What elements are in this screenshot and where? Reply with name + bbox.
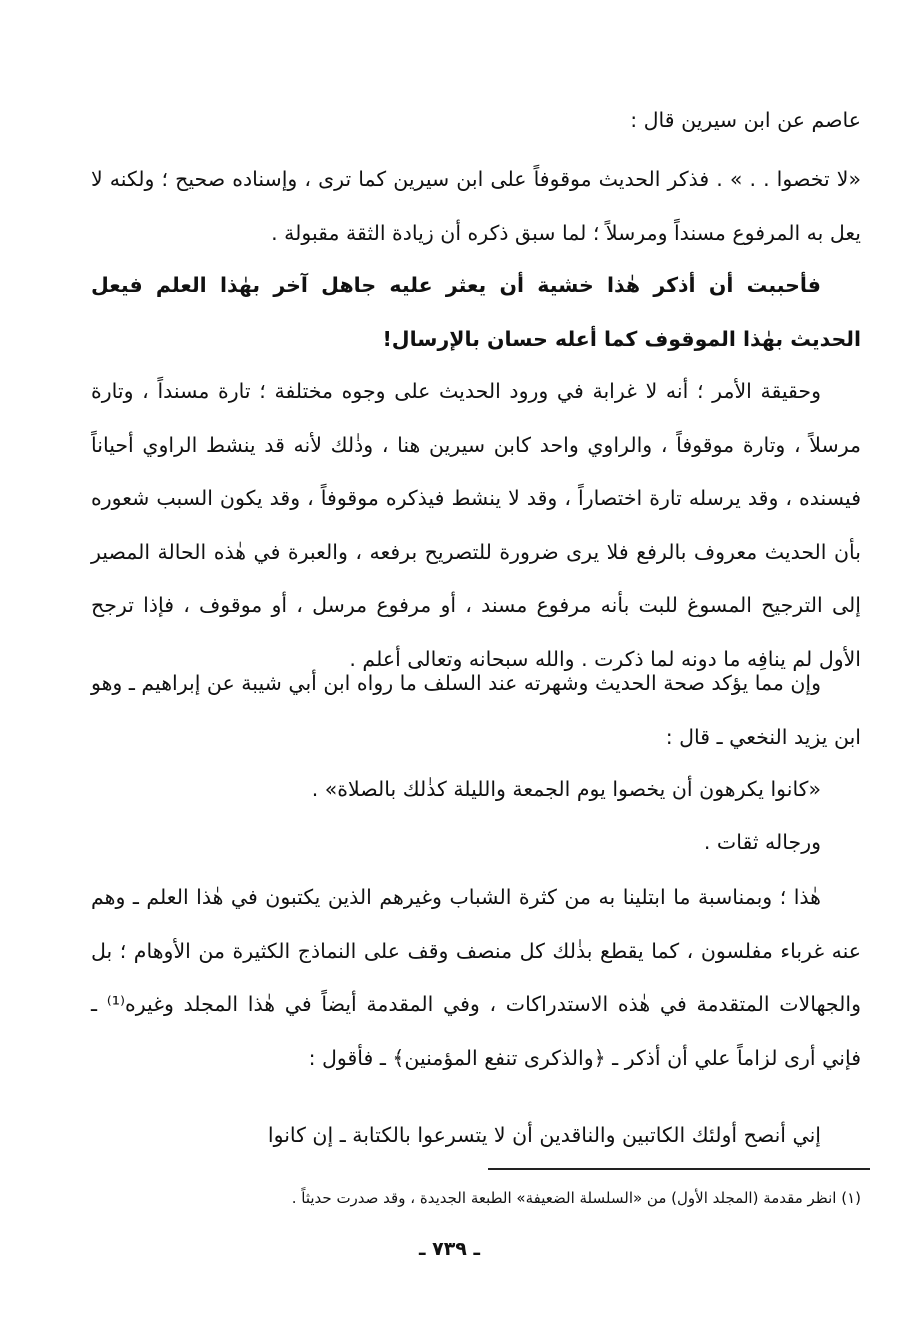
paragraph-advice-intro: هٰذا ؛ وبمناسبة ما ابتلينا به من كثرة الشباب وغيرهم الذين يكتبون في هٰذا العلم ـ وهم عنه غرباء مفلسون ، كما يقطع بذٰلك كل منصف وقف على النماذج الكثيرة من الأوهام ؛ بل والجهالات المتقدمة في هٰذه الاستدراكات ، وفي المقدمة أيضاً في هٰذا المجلد وغيره⁽¹⁾ ـ فإني أرى لزاماً علي أن أذكر ـ ﴿والذكرى تنفع المؤمنين﴾ ـ فأقول : <box>91 885 861 1070</box>
footnote: (١) انظر مقدمة (المجلد الأول) من «السلسلة الضعيفة» الطبعة الجديدة ، وقد صدرت حديثاً . <box>291 1189 861 1207</box>
paragraph-rijal: ورجاله ثقات . <box>703 830 821 854</box>
footnote-divider <box>488 1168 870 1170</box>
paragraph-mawquf: «لا تخصوا . . » . فذكر الحديث موقوفاً على ابن سيرين كما ترى ، وإسناده صحيح ؛ ولكنه لا يعل به المرفوع مسنداً ومرسلاً ؛ لما سبق ذكره أن زيادة الثقة مقبولة . <box>91 167 861 245</box>
paragraph-bold-note: فأحببت أن أذكر هٰذا خشية أن يعثر عليه جاهل آخر بهٰذا العلم فيعل الحديث بهٰذا الموقوف كما أعله حسان بالإرسال! <box>91 273 861 351</box>
paragraph-quote: «كانوا يكرهون أن يخصوا يوم الجمعة والليلة كذٰلك بالصلاة» . <box>311 777 821 801</box>
paragraph-haqiqa: وحقيقة الأمر ؛ أنه لا غرابة في ورود الحديث على وجوه مختلفة ؛ تارة مسنداً ، وتارة مرسلاً ، وتارة موقوفاً ، والراوي واحد كابن سيرين هنا ، وذٰلك لأنه قد ينشط الراوي أحياناً فيسنده ، وقد يرسله تارة اختصاراً ، وقد لا ينشط فيذكره موقوفاً ، وقد يكون السبب شعوره بأن الحديث معروف بالرفع فلا يرى ضرورة للتصريح برفعه ، والعبرة في هٰذه الحالة المصير إلى الترجيح المسوغ للبت بأنه مرفوع مسند ، أو مرفوع مرسل ، أو موقوف ، فإذا ترجح الأول لم ينافِه ما دونه لما ذكرت . والله سبحانه وتعالى أعلم . <box>91 379 861 671</box>
paragraph-advice: إني أنصح أولئك الكاتبين والناقدين أن لا يتسرعوا بالكتابة ـ إن كانوا <box>267 1123 821 1147</box>
paragraph-ibn-abi-shaiba: وإن مما يؤكد صحة الحديث وشهرته عند السلف ما رواه ابن أبي شيبة عن إبراهيم ـ وهو ابن يزيد النخعي ـ قال : <box>91 671 861 749</box>
paragraph-intro: عاصم عن ابن سيرين قال : <box>630 108 861 132</box>
page-number: ـ ٧٣٩ ـ <box>418 1238 480 1260</box>
